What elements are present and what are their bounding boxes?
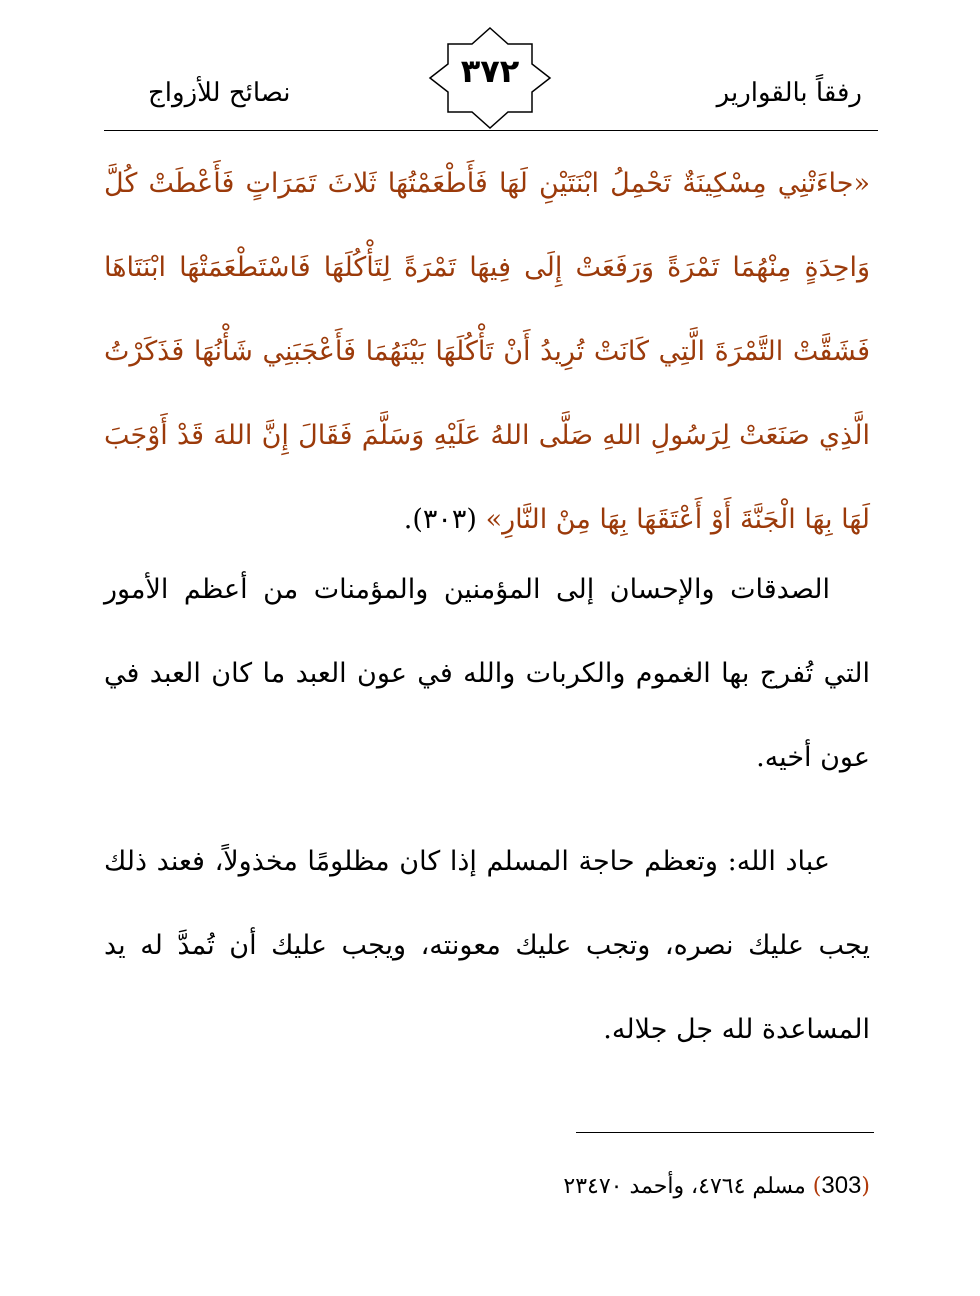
hadith-text: «جاءَتْنِي مِسْكِينَةٌ تَحْمِلُ ابْنَتَيْنِ لَهَا فَأَطْعَمْتُهَا ثَلاثَ تَمَرَاتٍ فَأَعْطَتْ كُلَّ وَاحِدَةٍ مِنْهُمَا تَمْرَةً وَرَفَعَتْ إِلَى فِيهَا تَمْرَةً لِتَأْكُلَهَا فَاسْتَطْعَمَتْهَا ابْنَتَاهَا فَشَقَّتْ التَّمْرَةَ الَّتِي كَانَتْ تُرِيدُ أَنْ تَأْكُلَهَا بَيْنَهُمَا فَأَعْجَبَنِي شَأْنُهَا فَذَكَرْتُ الَّذِي صَنَعَتْ لِرَسُولِ اللهِ صَلَّى اللهُ عَلَيْهِ وَسَلَّمَ فَقَالَ إِنَّ اللهَ قَدْ أَوْجَبَ لَهَا بِهَا الْجَنَّةَ أَوْ أَعْتَقَهَا بِهَا مِنْ النَّارِ» bbox=[104, 168, 870, 535]
footnote-text: مسلم ٤٧٦٤، وأحمد ٢٣٤٧٠ bbox=[563, 1174, 806, 1199]
paragraph-charity: الصدقات والإحسان إلى المؤمنين والمؤمنات من أعظم الأمور التي تُفرج بها الغموم والكربات والله في عون العبد ما كان العبد في عون أخيه. bbox=[104, 574, 870, 773]
page-number: ٣٧٢ bbox=[460, 52, 520, 90]
footnote-number: 303 bbox=[821, 1172, 862, 1199]
header-section-title: نصائح للأزواج bbox=[148, 78, 291, 108]
paragraph-oppressed: عباد الله: وتعظم حاجة المسلم إذا كان مظلومًا مخذولاً، فعند ذلك يجب عليك نصره، وتجب عليك معونته، ويجب عليك أن تُمدَّ له يد المساعدة لله جل جلاله. bbox=[104, 846, 870, 1045]
hadith-reference: (٣٠٣). bbox=[403, 504, 477, 535]
footnote-open-paren: ( bbox=[861, 1174, 870, 1199]
hadith-quote bbox=[104, 142, 870, 562]
footnote bbox=[300, 1172, 870, 1200]
header-book-title: رفقاً بالقوارير bbox=[716, 78, 862, 108]
footnote-close-paren: ) bbox=[812, 1174, 822, 1199]
footnote-divider bbox=[576, 1132, 874, 1133]
page-number-badge bbox=[428, 26, 552, 130]
header-divider bbox=[104, 130, 878, 131]
